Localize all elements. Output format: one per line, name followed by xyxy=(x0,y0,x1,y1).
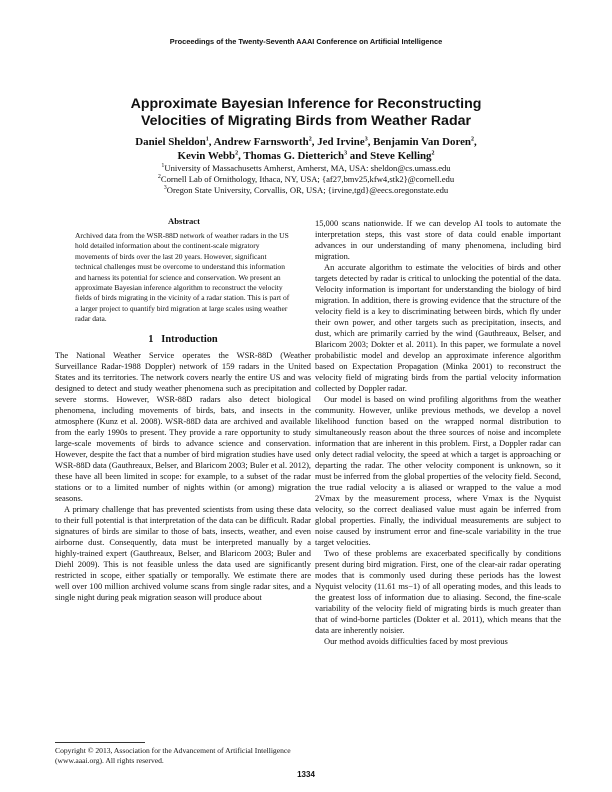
author-name: Andrew Farnsworth xyxy=(213,136,309,148)
author-affil-mark: 2 xyxy=(308,136,312,143)
body-paragraph: 15,000 scans nationwide. If we can develop AI tools to automate the interpretation steps, this vast store of data could enable important advances in our understanding of many phenomena, including bird migration. xyxy=(315,218,561,261)
author-line-1 xyxy=(60,135,552,149)
author-affil-mark: 2 xyxy=(431,150,435,157)
affiliations xyxy=(60,163,552,196)
section-heading xyxy=(55,334,311,345)
title-line-1: Approximate Bayesian Inference for Reconstructing xyxy=(130,96,482,112)
author-list xyxy=(60,135,552,163)
right-column-body xyxy=(315,218,561,778)
author-separator: , xyxy=(367,136,374,148)
author-affil-mark: 3 xyxy=(344,150,348,157)
author-affil-mark: 2 xyxy=(235,150,239,157)
body-paragraph: The National Weather Service operates the WSR-88D (Weather Surveillance Radar-1988 Doppler) network of 159 radars in the United States and its territories. The network covers nearly the entire US and was designed to detect and study weather phenomena such as precipitation and severe storms. However, WSR-88D radars also detect biological phenomena, including movements of birds, bats, and insects in the atmosphere (Kunz et al. 2008). WSR-88D data are archived and available from the early 1990s to present. They provide a rare opportunity to study large-scale movements of birds to advance science and conservation. However, despite the fact that a number of bird migration studies have used WSR-88D data (Gauthreaux, Belser, and Blaricom 2003; Buler et al. 2012), these have all been limited in scope: for example, to a subset of the radar stations or to a limited number of nights within (or among) migration seasons. xyxy=(55,350,311,503)
running-header: Proceedings of the Twenty-Seventh AAAI Conference on Artificial Intelligence xyxy=(169,37,443,46)
body-paragraph: A primary challenge that has prevented scientists from using these data to their full potential is that interpretation of the data can be difficult. Radar signatures of birds are similar to those of bats, insects, weather, and even airborne dust. Consequently, data must be interpreted manually by a highly-trained expert (Gauthreaux, Belser, and Blaricom 2003; Buler and Diehl 2009). This is not feasible unless the data used are significantly restricted in scope, either spatially or temporally. We estimate there are well over 100 million archived volume scans from single radar sites, and a single night during peak migration season will produce about xyxy=(55,504,311,602)
author-name: Thomas G. Dietterich xyxy=(243,150,345,162)
author-name: Steve Kelling xyxy=(370,150,432,162)
title-line-2: Velocities of Migrating Birds from Weather Radar xyxy=(140,113,472,129)
affiliation: $^1$University of Massachusetts Amherst, Amherst, MA, USA: sheldon@cs.umass.edu xyxy=(161,163,451,173)
author-affil-mark: 2 xyxy=(470,136,474,143)
author-separator: , xyxy=(311,136,318,148)
left-column-body xyxy=(55,350,311,745)
author-name: Benjamin Van Doren xyxy=(373,136,471,148)
author-separator: and xyxy=(347,150,371,162)
section-title: Introduction xyxy=(161,334,218,345)
author-affil-mark: 3 xyxy=(364,136,368,143)
paper-title xyxy=(60,96,552,130)
page-number: 1334 xyxy=(297,770,315,779)
body-paragraph: An accurate algorithm to estimate the velocities of birds and other targets detected by radar is critical to unlocking the potential of the data. Velocity information is important for understanding the biology of bird migration. In addition, there is growing evidence that the structure of the velocity field is a key to discriminating between birds, which fly under their own power, and other targets such as precipitation, insects, and dust, which are primarily carried by the wind (Gauthreaux, Belser, and Blaricom 2003; Dokter et al. 2011). In this paper, we formulate a novel probabilistic model and develop an approximate inference algorithm based on Expectation Propagation (Minka 2001) to reconstruct the velocity field of migrating birds from the partial velocity information collected by Doppler radar. xyxy=(315,262,561,393)
section-number: 1 xyxy=(148,334,154,345)
abstract-text: Archived data from the WSR-88D network of weather radars in the US hold detailed information about the continent-scale migratory movements of birds over the last 20 years. However, significant technical challenges must be overcome to understand this information and harness its potential for science and conservation. We present an approximate Bayesian inference algorithm to reconstruct the velocity fields of birds migrating in the vicinity of a radar station. This is part of a larger project to quantify bird migration at large scales using weather radar data. xyxy=(75,231,290,324)
body-paragraph: Our model is based on wind profiling algorithms from the weather community. However, unlike previous methods, we develop a novel likelihood function based on the wrapped normal distribution to simultaneously reason about the three sources of noise and incomplete information that are inherent in this problem. First, a Doppler radar can only detect radial velocity, the speed at which a target is approaching or departing the radar. The other velocity component is unknown, so it must be inferred from the global properties of the velocity field. Second, the true radial velocity a is aliased or wrapped to the value a mod 2Vmax by the measurement process, where Vmax is the Nyquist velocity, so the correct dealiased value must again be inferred from global properties. Finally, the individual measurements are subject to noise caused by instrument error and fine-scale variability in the true target velocities. xyxy=(315,394,561,547)
author-separator: , xyxy=(238,150,244,162)
author-name: Jed Irvine xyxy=(317,136,365,148)
author-separator: , xyxy=(473,136,477,148)
body-paragraph: Two of these problems are exacerbated specifically by conditions present during bird migration. First, one of the clear-air radar operating modes that is commonly used during these periods has the lowest Nyquist velocity (11.61 ms−1) of all operating modes, and this leads to the greatest loss of information due to aliasing. Second, the fine-scale variability of the velocity field of migrating birds is much greater than that of wind-borne particles (Dokter et al. 2011), which means that the data are inherently noisier. xyxy=(315,548,561,635)
copyright-notice: Copyright © 2013, Association for the Advancement of Artificial Intelligence (www.aaai.org). All rights reserved. xyxy=(55,746,291,765)
affiliation: $^3$Oregon State University, Corvallis, OR, USA; {irvine,tgd}@eecs.oregonstate.edu xyxy=(163,185,449,195)
body-paragraph: Our method avoids difficulties faced by most previous xyxy=(324,636,508,646)
author-line-2 xyxy=(60,149,552,163)
author-separator: , xyxy=(208,136,214,148)
author-name: Daniel Sheldon xyxy=(135,136,206,148)
author-name: Kevin Webb xyxy=(177,150,236,162)
author-affil-mark: 1 xyxy=(205,136,209,143)
abstract-heading: Abstract xyxy=(168,216,200,226)
affiliation: $^2$Cornell Lab of Ornithology, Ithaca, NY, USA; {af27,bmv25,kfw4,stk2}@cornell.edu xyxy=(157,174,455,184)
footnote-rule xyxy=(55,742,145,743)
